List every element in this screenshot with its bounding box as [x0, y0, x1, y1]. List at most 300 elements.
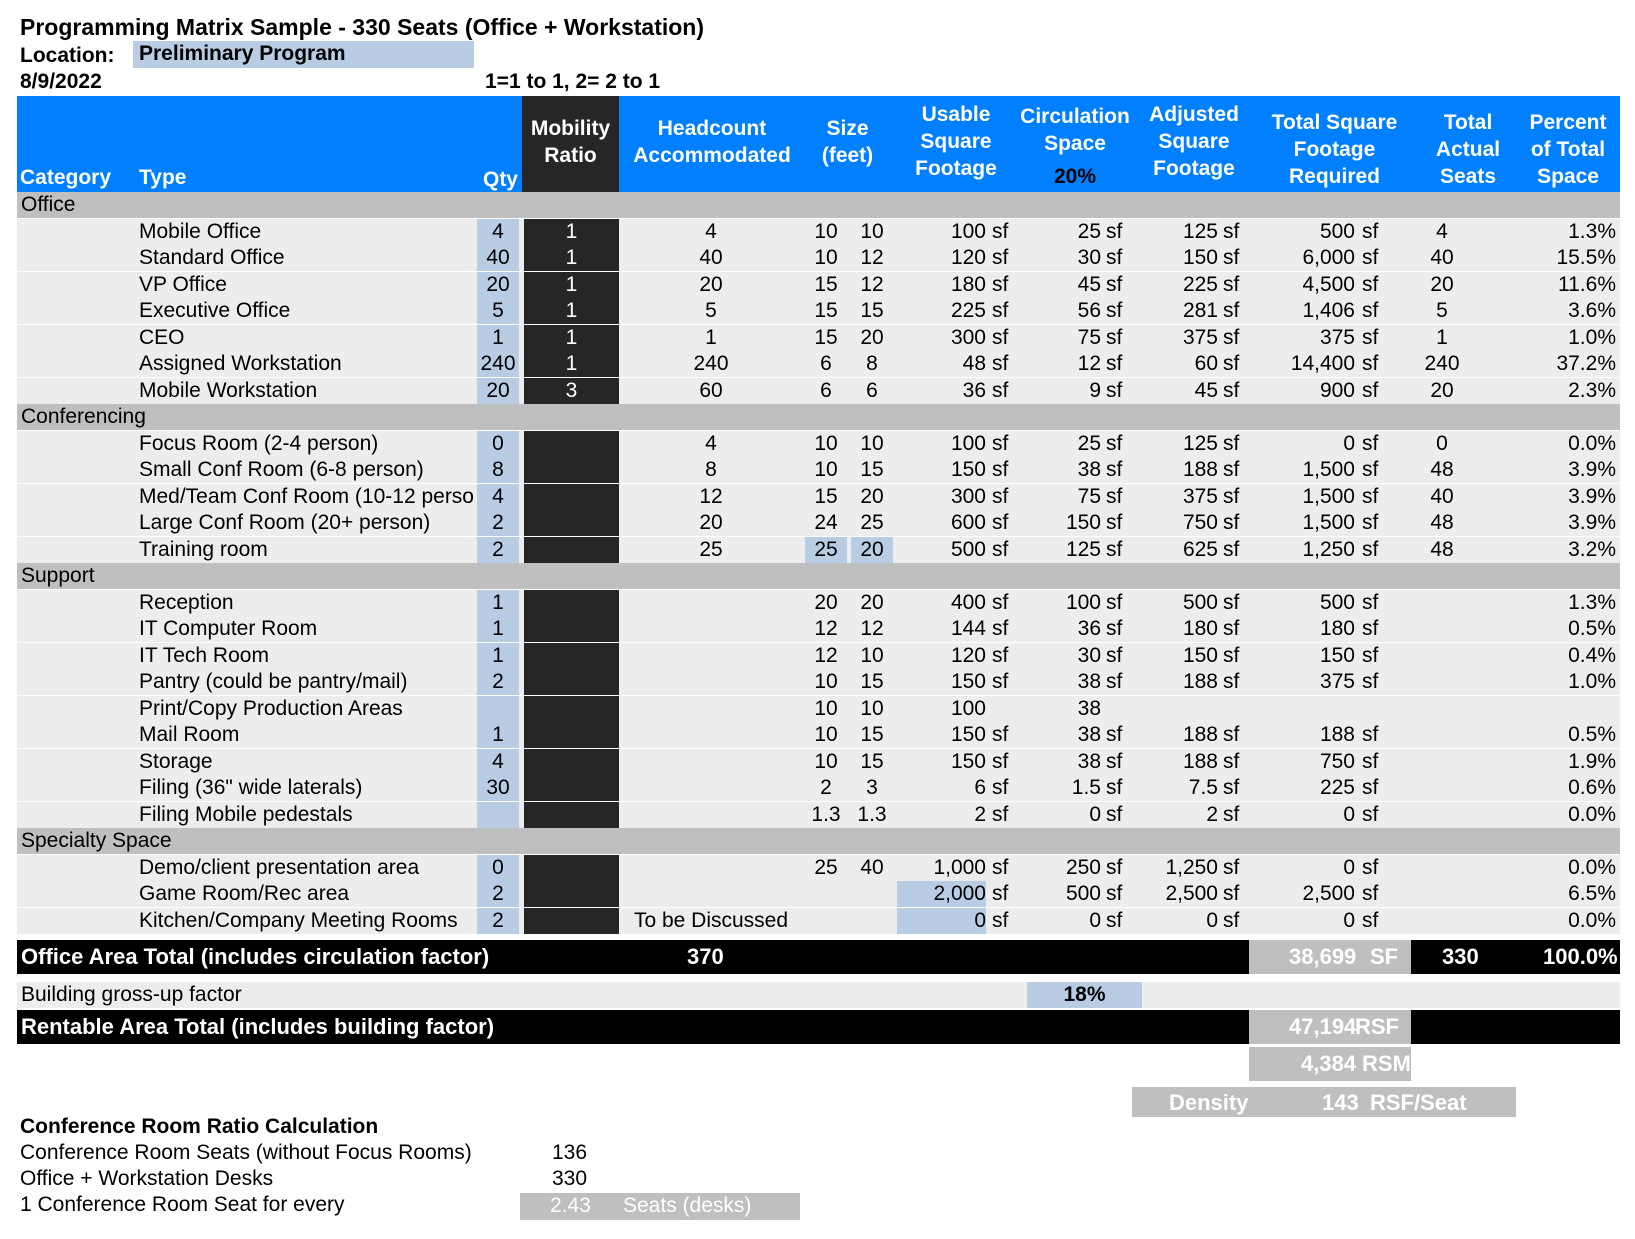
date-label: 8/9/2022: [20, 70, 102, 93]
col-mobility-header-line: Mobility: [530, 117, 611, 140]
headcount-value: [621, 643, 801, 669]
usable-sf: 120: [950, 643, 986, 667]
usable-sf: 300: [950, 325, 986, 349]
percent-space: 3.9%: [1568, 458, 1616, 481]
density-cell: [1132, 1087, 1516, 1117]
col-percent-header: [1518, 109, 1618, 190]
qty-input[interactable]: 1: [477, 325, 519, 351]
table-row: [17, 749, 1620, 775]
adjusted-sf: 150: [1182, 643, 1218, 667]
adjusted-sf: [1131, 696, 1218, 722]
total-sf-unit: sf: [1362, 802, 1379, 826]
mobility-ratio-input[interactable]: [524, 696, 619, 722]
adjusted-sf-unit: sf: [1223, 908, 1240, 932]
qty-input[interactable]: 1: [477, 616, 519, 642]
percent-space: 3.2%: [1568, 537, 1616, 561]
col-total-sf-header-line: Footage: [1293, 138, 1376, 161]
mobility-ratio-input[interactable]: 3: [524, 378, 619, 404]
percent-space: 1.0%: [1568, 325, 1616, 349]
size-length: 2: [820, 776, 832, 799]
size-length: 25: [814, 855, 838, 879]
qty-input[interactable]: 0: [477, 855, 519, 881]
percent-space: 37.2%: [1556, 352, 1616, 375]
adjusted-sf-unit: sf: [1223, 511, 1240, 534]
circulation-sf: 38: [1077, 723, 1101, 746]
circulation-sf: 56: [1077, 299, 1101, 322]
size-length: 6: [820, 352, 832, 375]
actual-seats: [1407, 881, 1477, 907]
usable-sf-unit: sf: [992, 882, 1009, 905]
qty-input[interactable]: 4: [477, 749, 519, 775]
usable-sf: 180: [950, 272, 986, 296]
usable-sf-unit: sf: [992, 670, 1009, 693]
circulation-sf: 0: [1089, 802, 1101, 826]
headcount-value: 60: [699, 378, 723, 402]
conf-calc-title: Conference Room Ratio Calculation: [20, 1115, 379, 1138]
adjusted-sf-unit: sf: [1223, 325, 1240, 349]
actual-seats: [1407, 802, 1477, 828]
adjusted-sf-unit: sf: [1223, 802, 1240, 826]
col-usable-header-line: Square: [920, 130, 992, 153]
circulation-sf-unit: sf: [1106, 749, 1123, 773]
circulation-sf-unit: sf: [1106, 882, 1123, 905]
total-sf: 1,500: [1302, 458, 1355, 481]
category-row: [17, 563, 1620, 589]
adjusted-sf: 375: [1182, 484, 1218, 508]
col-circulation-header-line: Circulation: [1020, 105, 1130, 128]
rentable-total-bar: [17, 1010, 1620, 1044]
col-qty-header: [478, 166, 518, 193]
total-sf: 1,250: [1302, 537, 1355, 561]
usable-sf-unit: sf: [992, 352, 1009, 375]
office-total-bar: [17, 940, 1620, 974]
circulation-sf-unit: [1106, 696, 1128, 722]
total-sf: 0: [1343, 431, 1355, 455]
category-label: Conferencing: [21, 405, 146, 428]
size-width: 20: [860, 325, 884, 349]
adjusted-sf: 750: [1182, 511, 1218, 534]
row-type: VP Office: [139, 272, 227, 296]
total-sf-unit: sf: [1362, 299, 1379, 322]
rsm-cell: [1249, 1047, 1411, 1081]
circulation-sf: 125: [1065, 537, 1101, 561]
col-seats-header: [1418, 109, 1518, 190]
total-sf: 4,500: [1302, 272, 1355, 296]
conf-calc-line3-label: 1 Conference Room Seat for every: [20, 1193, 345, 1216]
table-row: [17, 775, 1620, 801]
usable-sf-unit: sf: [992, 802, 1009, 826]
total-sf: 900: [1319, 378, 1355, 402]
col-adjusted-header-line: Footage: [1153, 157, 1235, 180]
actual-seats: 48: [1430, 458, 1454, 481]
total-sf: 1,406: [1302, 299, 1355, 322]
circulation-sf: 1.5: [1071, 776, 1101, 799]
qty-input[interactable]: 40: [477, 245, 519, 271]
table-row: [17, 590, 1620, 616]
qty-input[interactable]: 20: [477, 272, 519, 298]
percent-space: 0.6%: [1568, 776, 1616, 799]
circulation-sf: 45: [1077, 272, 1101, 296]
circulation-sf: 12: [1077, 352, 1101, 375]
usable-sf-unit: sf: [992, 908, 1009, 932]
mobility-ratio-input[interactable]: [524, 537, 619, 563]
table-row: [17, 616, 1620, 642]
total-sf-unit: sf: [1362, 643, 1379, 667]
size-width: 20: [860, 590, 884, 614]
qty-input[interactable]: 1: [477, 722, 519, 748]
usable-sf-unit: sf: [992, 617, 1009, 640]
percent-space: 6.5%: [1568, 882, 1616, 905]
mobility-ratio-input[interactable]: [524, 749, 619, 775]
adjusted-sf-unit: sf: [1223, 590, 1240, 614]
qty-input[interactable]: 1: [477, 643, 519, 669]
mobility-ratio-input[interactable]: 1: [524, 245, 619, 271]
usable-sf-unit: [992, 696, 1014, 722]
col-type-header-line: Type: [139, 166, 187, 189]
headcount-value: [621, 590, 801, 616]
mobility-ratio-input[interactable]: 1: [524, 325, 619, 351]
adjusted-sf: 125: [1182, 431, 1218, 455]
mobility-ratio-input[interactable]: 1: [524, 351, 619, 377]
usable-sf-unit: sf: [992, 299, 1009, 322]
qty-input[interactable]: 240: [477, 351, 519, 377]
gross-up-input[interactable]: 18%: [1027, 982, 1142, 1008]
mobility-ratio-input[interactable]: [524, 855, 619, 881]
usable-sf-unit: sf: [992, 272, 1009, 296]
mobility-ratio-input[interactable]: 1: [524, 219, 619, 245]
circulation-sf-unit: sf: [1106, 537, 1123, 561]
headcount-value: [621, 669, 801, 695]
headcount-value: 20: [699, 511, 723, 534]
total-sf: 1,500: [1302, 511, 1355, 534]
usable-sf-unit: sf: [992, 537, 1009, 561]
location-input[interactable]: Preliminary Program: [133, 41, 474, 68]
usable-sf-unit: sf: [992, 723, 1009, 746]
table-row: [17, 881, 1620, 907]
mobility-ratio-input[interactable]: [524, 881, 619, 907]
qty-input[interactable]: 1: [477, 590, 519, 616]
total-sf-unit: sf: [1362, 908, 1379, 932]
qty-input[interactable]: 2: [477, 669, 519, 695]
circulation-sf-unit: sf: [1106, 723, 1123, 746]
circulation-sf-unit: sf: [1106, 670, 1123, 693]
qty-input[interactable]: [477, 696, 519, 722]
usable-sf-unit: sf: [992, 484, 1009, 508]
percent-space: 0.0%: [1568, 431, 1616, 455]
col-headcount-header: [622, 115, 802, 169]
size-width: 10: [860, 696, 884, 720]
percent-space: 0.0%: [1568, 908, 1616, 932]
col-seats-header-line: Seats: [1439, 165, 1497, 188]
percent-space: 3.9%: [1568, 511, 1616, 534]
circulation-sf-unit: sf: [1106, 246, 1123, 269]
row-type: Large Conf Room (20+ person): [139, 511, 431, 534]
row-type: Focus Room (2-4 person): [139, 431, 379, 455]
headcount-value: 5: [705, 299, 717, 322]
qty-input[interactable]: 4: [477, 484, 519, 510]
size-length: 10: [814, 696, 838, 720]
circulation-percent[interactable]: 20%: [1053, 165, 1097, 188]
adjusted-sf: 375: [1182, 325, 1218, 349]
total-sf: 225: [1319, 776, 1355, 799]
mobility-ratio-input[interactable]: [524, 643, 619, 669]
size-width: 15: [860, 670, 884, 693]
headcount-value: [621, 749, 801, 775]
qty-input[interactable]: 2: [477, 908, 519, 934]
circulation-sf-unit: sf: [1106, 219, 1123, 243]
headcount-value: 4: [705, 219, 717, 243]
qty-input[interactable]: 2: [477, 510, 519, 536]
table-row: [17, 431, 1620, 457]
total-sf: 500: [1319, 219, 1355, 243]
adjusted-sf: 2,500: [1165, 882, 1218, 905]
percent-space: 3.6%: [1568, 299, 1616, 322]
actual-seats: [1407, 908, 1477, 934]
usable-sf: 400: [950, 590, 986, 614]
circulation-sf-unit: sf: [1106, 511, 1123, 534]
usable-sf-unit: sf: [992, 643, 1009, 667]
size-width: 20: [860, 484, 884, 508]
circulation-sf-unit: sf: [1106, 643, 1123, 667]
size-length: 10: [814, 246, 838, 269]
size-width: 15: [860, 749, 884, 773]
qty-input[interactable]: [477, 802, 519, 828]
usable-sf: 150: [950, 670, 986, 693]
mobility-ratio-input[interactable]: [524, 431, 619, 457]
mobility-ratio-input[interactable]: [524, 484, 619, 510]
row-type: Med/Team Conf Room (10-12 perso: [139, 484, 474, 508]
table-row: [17, 537, 1620, 563]
size-length: 6: [820, 378, 832, 402]
row-type: Standard Office: [139, 246, 285, 269]
usable-sf: 150: [950, 749, 986, 773]
qty-input[interactable]: 2: [477, 537, 519, 563]
circulation-sf: 38: [1077, 749, 1101, 773]
circulation-sf-unit: sf: [1106, 617, 1123, 640]
total-sf: 1,500: [1302, 484, 1355, 508]
row-type: Training room: [139, 537, 268, 561]
mobility-ratio-input[interactable]: 1: [524, 298, 619, 324]
office-total-headcount: 370: [687, 944, 724, 969]
adjusted-sf: 180: [1182, 617, 1218, 640]
usable-sf: 150: [950, 458, 986, 481]
total-sf: 0: [1343, 802, 1355, 826]
category-row: [17, 828, 1620, 854]
table-row: [17, 643, 1620, 669]
mobility-ratio-input[interactable]: [524, 669, 619, 695]
adjusted-sf-unit: sf: [1223, 670, 1240, 693]
qty-input[interactable]: 5: [477, 298, 519, 324]
actual-seats: [1407, 722, 1477, 748]
size-width: 12: [860, 246, 884, 269]
circulation-sf: 30: [1077, 643, 1101, 667]
mobility-ratio-input[interactable]: [524, 802, 619, 828]
size-width: 12: [860, 272, 884, 296]
conf-calc-line2-value: 330: [552, 1167, 588, 1190]
category-label: Specialty Space: [21, 829, 172, 852]
usable-sf-unit: sf: [992, 246, 1009, 269]
office-total-seats: 330: [1442, 944, 1479, 969]
percent-space: 1.3%: [1568, 590, 1616, 614]
adjusted-sf-unit: sf: [1223, 272, 1240, 296]
total-sf-unit: sf: [1362, 855, 1379, 879]
row-type: Executive Office: [139, 299, 291, 322]
ratio-note: 1=1 to 1, 2= 2 to 1: [485, 70, 661, 93]
row-type: Filing (36" wide laterals): [139, 776, 363, 799]
adjusted-sf: 281: [1182, 299, 1218, 322]
size-length: 10: [814, 431, 838, 455]
total-sf-unit: sf: [1362, 670, 1379, 693]
usable-sf[interactable]: 2,000: [897, 881, 986, 907]
usable-sf-unit: sf: [992, 325, 1009, 349]
size-width: 15: [860, 299, 884, 322]
size-length: 20: [814, 590, 838, 614]
actual-seats: 0: [1436, 431, 1448, 455]
office-total-pct: 100.0%: [1543, 944, 1618, 969]
location-label: Location:: [20, 44, 115, 67]
office-total-label: Office Area Total (includes circulation factor): [21, 944, 490, 969]
headcount-value: 240: [693, 352, 729, 375]
usable-sf: 500: [950, 537, 986, 561]
mobility-ratio-input[interactable]: [524, 722, 619, 748]
usable-sf-unit: sf: [992, 458, 1009, 481]
headcount-value: [621, 881, 801, 907]
size-width: 15: [860, 458, 884, 481]
mobility-ratio-input[interactable]: [524, 775, 619, 801]
qty-input[interactable]: 30: [477, 775, 519, 801]
size-width: [851, 908, 893, 934]
usable-sf[interactable]: 0: [897, 908, 986, 934]
adjusted-sf: 500: [1182, 590, 1218, 614]
total-sf: 375: [1319, 670, 1355, 693]
mobility-ratio-input[interactable]: [524, 590, 619, 616]
density-unit: RSF/Seat: [1370, 1090, 1467, 1115]
size-width: 12: [860, 617, 884, 640]
usable-sf-unit: sf: [992, 590, 1009, 614]
total-sf: 0: [1343, 908, 1355, 932]
adjusted-sf: 188: [1182, 749, 1218, 773]
size-length: 10: [814, 219, 838, 243]
total-sf-unit: sf: [1362, 511, 1379, 534]
usable-sf-unit: sf: [992, 431, 1009, 455]
table-row: [17, 457, 1620, 483]
row-type: IT Tech Room: [139, 643, 269, 667]
adjusted-sf: 150: [1182, 246, 1218, 269]
row-type: Small Conf Room (6-8 person): [139, 458, 424, 481]
actual-seats: [1407, 669, 1477, 695]
actual-seats: [1407, 775, 1477, 801]
usable-sf: 225: [950, 299, 986, 322]
total-sf-unit: sf: [1362, 749, 1379, 773]
adjusted-sf-unit: sf: [1223, 537, 1240, 561]
qty-input[interactable]: 0: [477, 431, 519, 457]
sheet-title: Programming Matrix Sample - 330 Seats (Office + Workstation): [20, 14, 705, 40]
actual-seats: 40: [1430, 246, 1454, 269]
col-percent-header-line: of Total: [1530, 138, 1606, 161]
total-sf-unit: sf: [1362, 590, 1379, 614]
row-type: Mobile Workstation: [139, 378, 318, 402]
circulation-sf: 250: [1065, 855, 1101, 879]
col-size-header-line: Size: [826, 117, 869, 140]
row-type: Assigned Workstation: [139, 352, 342, 375]
percent-space: 0.0%: [1568, 802, 1616, 826]
size-length: 10: [814, 749, 838, 773]
size-width: 25: [860, 511, 884, 534]
adjusted-sf-unit: sf: [1223, 617, 1240, 640]
adjusted-sf: 60: [1194, 352, 1218, 375]
qty-input[interactable]: 2: [477, 881, 519, 907]
size-length: 12: [814, 617, 838, 640]
usable-sf-unit: sf: [992, 776, 1009, 799]
size-length: 12: [814, 643, 838, 667]
headcount-value: 12: [699, 484, 723, 508]
total-sf: 150: [1319, 643, 1355, 667]
total-sf-unit: sf: [1362, 325, 1379, 349]
size-width: 40: [860, 855, 884, 879]
col-usable-header: [898, 101, 1014, 182]
circulation-sf-unit: sf: [1106, 590, 1123, 614]
row-type: CEO: [139, 325, 185, 349]
mobility-ratio-input[interactable]: [524, 510, 619, 536]
total-sf: 188: [1319, 723, 1355, 746]
col-total-sf-header: [1253, 109, 1416, 190]
usable-sf-unit: sf: [992, 219, 1009, 243]
row-type: Mobile Office: [139, 219, 262, 243]
table-row: [17, 219, 1620, 245]
percent-space: 1.9%: [1568, 749, 1616, 773]
circulation-sf-unit: sf: [1106, 855, 1123, 879]
percent-space: 1.3%: [1568, 219, 1616, 243]
percent-space: 15.5%: [1556, 246, 1616, 269]
adjusted-sf: 188: [1182, 458, 1218, 481]
table-row: [17, 669, 1620, 695]
circulation-sf-unit: sf: [1106, 325, 1123, 349]
qty-input[interactable]: 20: [477, 378, 519, 404]
total-sf: [1249, 696, 1355, 722]
qty-input[interactable]: 8: [477, 457, 519, 483]
total-sf: 750: [1319, 749, 1355, 773]
category-row: [17, 192, 1620, 218]
col-adjusted-header: [1135, 101, 1253, 182]
size-length: 10: [814, 723, 838, 746]
mobility-ratio-input[interactable]: [524, 457, 619, 483]
mobility-ratio-input[interactable]: 1: [524, 272, 619, 298]
mobility-ratio-input[interactable]: [524, 616, 619, 642]
usable-sf-unit: sf: [992, 855, 1009, 879]
headcount-value: [621, 855, 801, 881]
headcount-value: 40: [699, 246, 723, 269]
table-row: [17, 245, 1620, 271]
mobility-ratio-input[interactable]: [524, 908, 619, 934]
table-row: [17, 484, 1620, 510]
circulation-sf: 25: [1077, 431, 1101, 455]
total-sf-unit: sf: [1362, 352, 1379, 375]
qty-input[interactable]: 4: [477, 219, 519, 245]
headcount-value: [621, 722, 801, 748]
row-type: Filing Mobile pedestals: [139, 802, 353, 826]
usable-sf: 48: [962, 352, 986, 375]
percent-space: 11.6%: [1558, 272, 1616, 296]
usable-sf: 36: [962, 378, 986, 402]
size-width: 6: [866, 378, 878, 402]
col-headcount-header-line: Headcount: [657, 117, 767, 140]
headcount-value: To be Discussed: [633, 908, 789, 932]
col-percent-header-line: Space: [1537, 165, 1599, 188]
col-size-header: [800, 115, 895, 169]
actual-seats: 1: [1436, 325, 1448, 349]
size-length: [805, 881, 847, 907]
circulation-sf: 30: [1077, 246, 1101, 269]
